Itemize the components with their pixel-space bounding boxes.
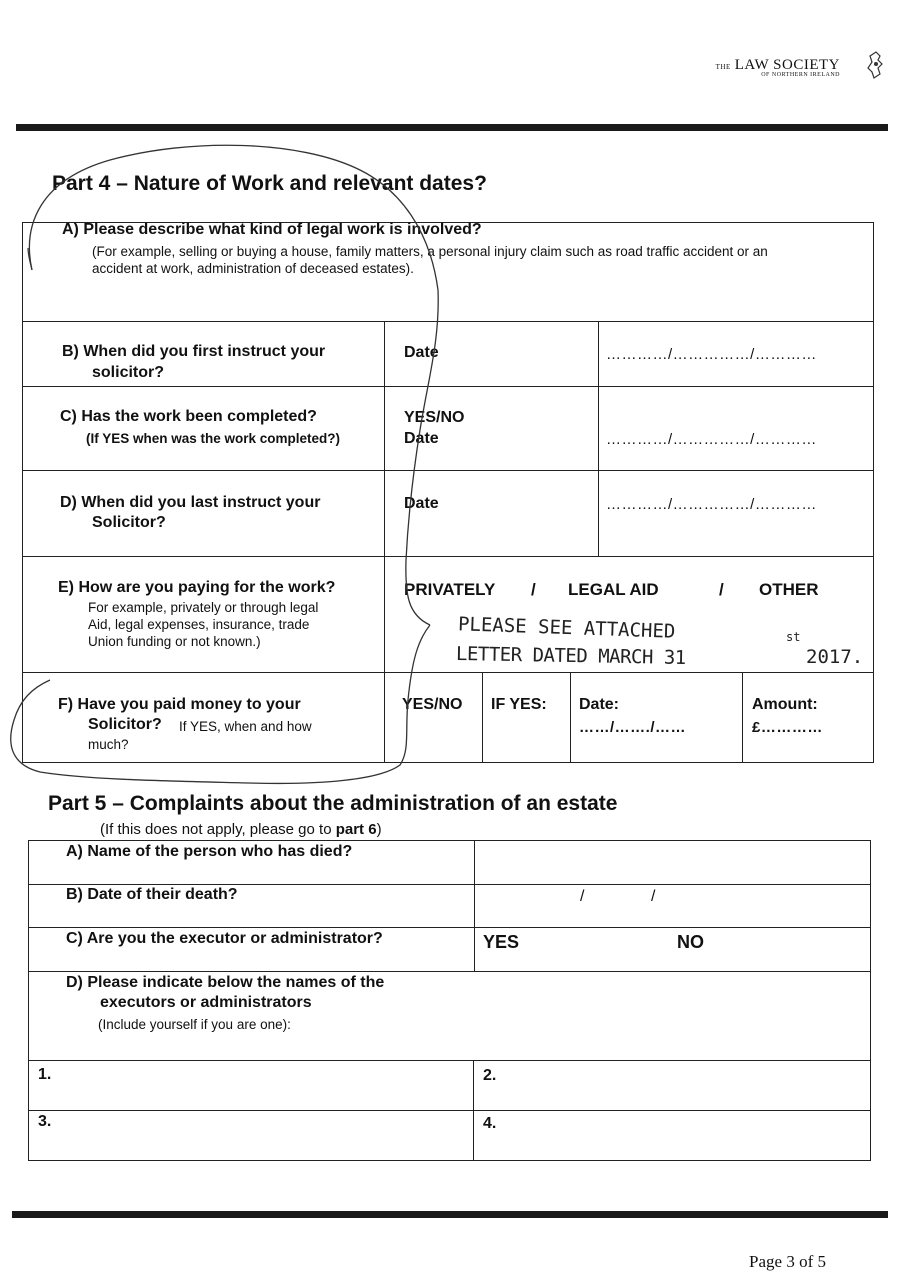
part4-c-yesno[interactable]: YES/NO (404, 409, 465, 426)
part4-f-date-field[interactable]: ……/……./…… (579, 719, 687, 736)
bottom-divider (12, 1211, 888, 1218)
part4-a-help-1: (For example, selling or buying a house, family matters, a personal injury claim such as road traffic accident or an (92, 244, 768, 259)
part4-b-label-2: solicitor? (92, 364, 165, 381)
part4-c-help: (If YES when was the work completed?) (86, 431, 341, 446)
part4-e-help-2: Aid, legal expenses, insurance, trade (88, 617, 310, 632)
part4-f-amount-field[interactable]: £………… (752, 719, 823, 736)
executor-4-field[interactable] (505, 1114, 865, 1156)
part4-d-date-label: Date (404, 495, 439, 512)
part5-b-label: B) Date of their death? (66, 886, 238, 903)
part4-f-ifyes: IF YES: (491, 696, 547, 713)
executor-3-label: 3. (38, 1113, 52, 1130)
part5-note-part6[interactable]: part 6 (335, 821, 377, 838)
part4-f-date-label: Date: (579, 696, 620, 713)
part5-b-date-field[interactable] (480, 889, 865, 923)
part4-e-help-1: For example, privately or through legal (88, 600, 319, 615)
part5-title: Part 5 – Complaints about the administration of an estate (48, 792, 618, 815)
part4-f-label-2: Solicitor? (88, 716, 162, 733)
part5-b-slash-2: / (651, 888, 656, 905)
logo-prefix: THE (715, 63, 731, 71)
part4-f-amount-label: Amount: (752, 696, 818, 713)
executor-1-field[interactable] (60, 1064, 468, 1106)
part5-d-label-2: executors or administrators (100, 994, 312, 1011)
part4-c-date-field[interactable]: …………/……………/………… (606, 431, 817, 448)
part4-e-option-other[interactable]: OTHER (759, 580, 819, 599)
part4-b-date-label: Date (404, 344, 439, 361)
part5-c-label: C) Are you the executor or administrator? (66, 930, 383, 947)
part4-f-label-2b: If YES, when and how (179, 719, 312, 734)
part4-e-handwritten-sup: st (786, 630, 801, 644)
part5-c-yes[interactable]: YES (483, 932, 520, 952)
logo-subtitle: OF NORTHERN IRELAND (761, 72, 840, 78)
part5-d-label-1: D) Please indicate below the names of the (66, 974, 385, 991)
part4-c-label: C) Has the work been completed? (60, 408, 317, 425)
part4-e-handwritten-note-1: PLEASE SEE ATTACHED (457, 613, 676, 643)
executor-2-label: 2. (483, 1067, 497, 1084)
part4-e-handwritten-note-3: 2017. (806, 646, 864, 668)
part5-a-label: A) Name of the person who has died? (66, 843, 353, 860)
part4-d-label-2: Solicitor? (92, 514, 166, 531)
part4-e-option-legal-aid[interactable]: LEGAL AID (568, 580, 659, 599)
part4-e-handwritten-note-2: LETTER DATED MARCH 31 (455, 642, 686, 670)
part4-a-label: A) Please describe what kind of legal work is involved? (62, 221, 482, 238)
page-number: Page 3 of 5 (749, 1252, 826, 1271)
part4-f-label-3: much? (88, 737, 129, 752)
part4-e-label: E) How are you paying for the work? (58, 579, 336, 596)
part4-d-date-field[interactable]: …………/……………/………… (606, 496, 817, 513)
part5-a-name-field[interactable] (480, 846, 865, 880)
part4-d-label-1: D) When did you last instruct your (60, 494, 321, 511)
part4-a-help-2: accident at work, administration of deceased estates). (92, 261, 414, 276)
logo-name: LAW SOCIETY (734, 57, 840, 73)
part5-c-no[interactable]: NO (677, 932, 704, 952)
executor-3-field[interactable] (60, 1114, 468, 1156)
part4-e-help-3: Union funding or not known.) (88, 634, 261, 649)
part5-d-help: (Include yourself if you are one): (98, 1017, 291, 1032)
executor-4-label: 4. (483, 1115, 497, 1132)
part4-e-option-privately[interactable]: PRIVATELY (404, 580, 496, 599)
part5-note-pre: (If this does not apply, please go to (100, 821, 336, 838)
part4-f-yesno[interactable]: YES/NO (402, 696, 463, 713)
part4-c-date-label: Date (404, 430, 439, 447)
part4-b-label-1: B) When did you first instruct your (62, 343, 326, 360)
part4-f-label-1: F) Have you paid money to your (58, 696, 301, 713)
executor-1-label: 1. (38, 1066, 52, 1083)
part5-note (100, 821, 382, 838)
part5-note-post: ) (376, 821, 382, 838)
part4-title: Part 4 – Nature of Work and relevant dates? (52, 172, 487, 195)
part4-e-separator-2: / (719, 580, 724, 599)
part4-e-separator-1: / (531, 580, 536, 599)
executor-2-field[interactable] (505, 1064, 865, 1106)
part4-b-date-field[interactable]: …………/……………/………… (606, 346, 817, 363)
part5-b-slash-1: / (580, 888, 585, 905)
